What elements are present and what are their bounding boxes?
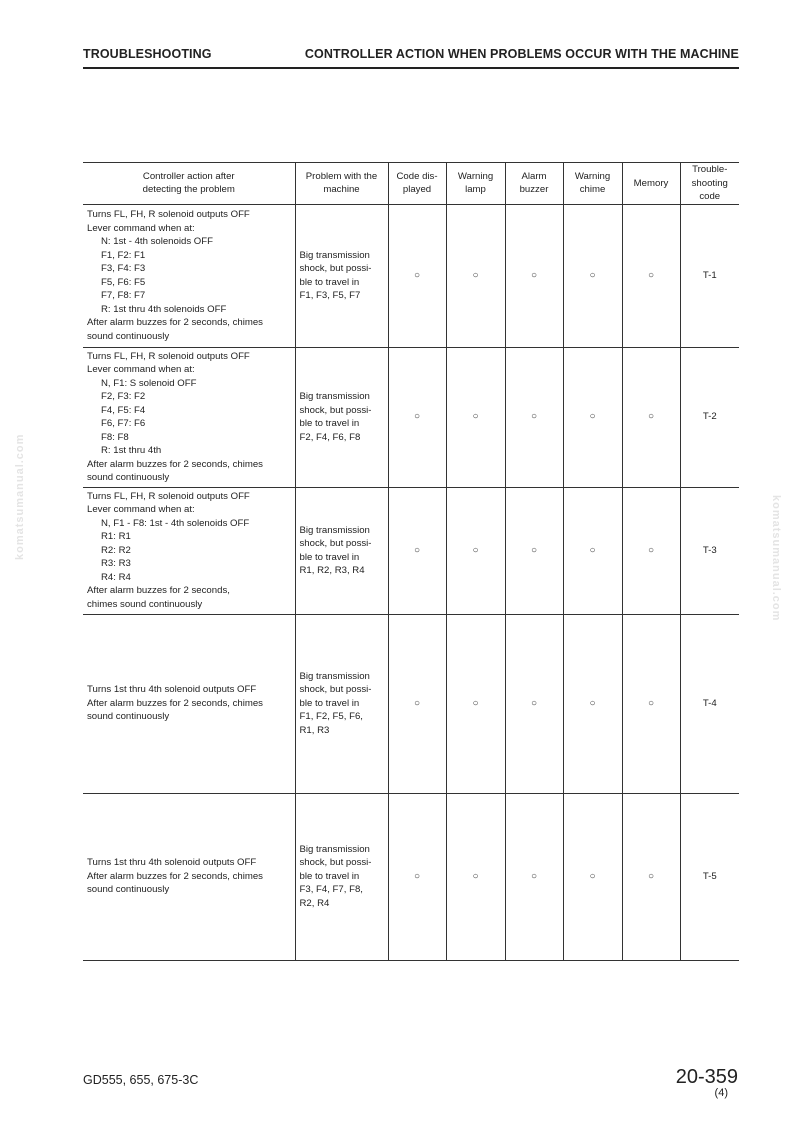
warning-chime-mark: ○ (563, 347, 622, 487)
action-cell: Turns 1st thru 4th solenoid outputs OFF After alarm buzzes for 2 seconds, chimes sound continuously (83, 614, 295, 793)
code-displayed-mark: ○ (388, 204, 446, 347)
code-displayed-mark: ○ (388, 487, 446, 614)
warning-lamp-mark: ○ (446, 204, 505, 347)
section-title: TROUBLESHOOTING (83, 47, 212, 61)
code-displayed-mark: ○ (388, 614, 446, 793)
problem-cell: Big transmission shock, but possi- ble to travel in F3, F4, F7, F8, R2, R4 (295, 793, 388, 960)
problem-cell: Big transmission shock, but possi- ble to travel in F2, F4, F6, F8 (295, 347, 388, 487)
warning-lamp-mark: ○ (446, 614, 505, 793)
table-row (83, 614, 739, 793)
code-displayed-mark: ○ (388, 347, 446, 487)
memory-mark: ○ (622, 793, 680, 960)
table-row (83, 487, 739, 614)
watermark-left: komatsumanual.com (14, 433, 26, 560)
action-cell: Turns FL, FH, R solenoid outputs OFF Lever command when at: N, F1: S solenoid OFF F2, F3: F2 F4, F5: F4 F6, F7: F6 F8: F8 R: 1st thru 4th After alarm buzzes for 2 seconds, chimes sound continuously (83, 347, 295, 487)
column-header-problem: Problem with the machine (295, 163, 388, 205)
troubleshooting-code: T-4 (680, 614, 739, 793)
page-number: 20-359 (675, 1066, 738, 1088)
model-number: GD555, 655, 675-3C (83, 1073, 199, 1087)
table-row (83, 347, 739, 487)
watermark-right: komatsumanual.com (770, 495, 782, 622)
warning-lamp-mark: ○ (446, 347, 505, 487)
column-header-alarm-buzzer: Alarm buzzer (505, 163, 563, 205)
memory-mark: ○ (622, 204, 680, 347)
page-subtitle: CONTROLLER ACTION WHEN PROBLEMS OCCUR WITH THE MACHINE (304, 47, 739, 61)
table-row (83, 793, 739, 960)
warning-lamp-mark: ○ (446, 793, 505, 960)
column-header-code-displayed: Code dis- played (388, 163, 446, 205)
action-cell: Turns 1st thru 4th solenoid outputs OFF After alarm buzzes for 2 seconds, chimes sound continuously (83, 793, 295, 960)
column-header-warning-lamp: Warning lamp (446, 163, 505, 205)
memory-mark: ○ (622, 347, 680, 487)
warning-lamp-mark: ○ (446, 487, 505, 614)
column-header-warning-chime: Warning chime (563, 163, 622, 205)
alarm-buzzer-mark: ○ (505, 204, 563, 347)
troubleshooting-code: T-2 (680, 347, 739, 487)
column-header-memory: Memory (622, 163, 680, 205)
action-cell: Turns FL, FH, R solenoid outputs OFF Lever command when at: N, F1 - F8: 1st - 4th solenoids OFF R1: R1 R2: R2 R3: R3 R4: R4 After alarm buzzes for 2 seconds, chimes sound continuously (83, 487, 295, 614)
alarm-buzzer-mark: ○ (505, 487, 563, 614)
table-header-row (83, 163, 739, 205)
troubleshooting-code: T-1 (680, 204, 739, 347)
code-displayed-mark: ○ (388, 793, 446, 960)
problem-cell: Big transmission shock, but possi- ble to travel in F1, F2, F5, F6, R1, R3 (295, 614, 388, 793)
memory-mark: ○ (622, 487, 680, 614)
warning-chime-mark: ○ (563, 487, 622, 614)
controller-action-table (83, 162, 739, 961)
alarm-buzzer-mark: ○ (505, 614, 563, 793)
revision-number: (4) (714, 1087, 728, 1099)
warning-chime-mark: ○ (563, 793, 622, 960)
action-cell: Turns FL, FH, R solenoid outputs OFF Lever command when at: N: 1st - 4th solenoids OFF F1, F2: F1 F3, F4: F3 F5, F6: F5 F7, F8: F7 R: 1st thru 4th solenoids OFF After alarm buzzes for 2 seconds, chimes sound continuously (83, 204, 295, 347)
troubleshooting-code: T-3 (680, 487, 739, 614)
table-row (83, 204, 739, 347)
alarm-buzzer-mark: ○ (505, 793, 563, 960)
column-header-controller-action: Controller action after detecting the problem (83, 163, 295, 205)
memory-mark: ○ (622, 614, 680, 793)
warning-chime-mark: ○ (563, 204, 622, 347)
alarm-buzzer-mark: ○ (505, 347, 563, 487)
column-header-troubleshooting-code: Trouble- shooting code (680, 163, 739, 205)
warning-chime-mark: ○ (563, 614, 622, 793)
troubleshooting-code: T-5 (680, 793, 739, 960)
problem-cell: Big transmission shock, but possi- ble to travel in F1, F3, F5, F7 (295, 204, 388, 347)
problem-cell: Big transmission shock, but possi- ble to travel in R1, R2, R3, R4 (295, 487, 388, 614)
page-header (83, 47, 739, 69)
